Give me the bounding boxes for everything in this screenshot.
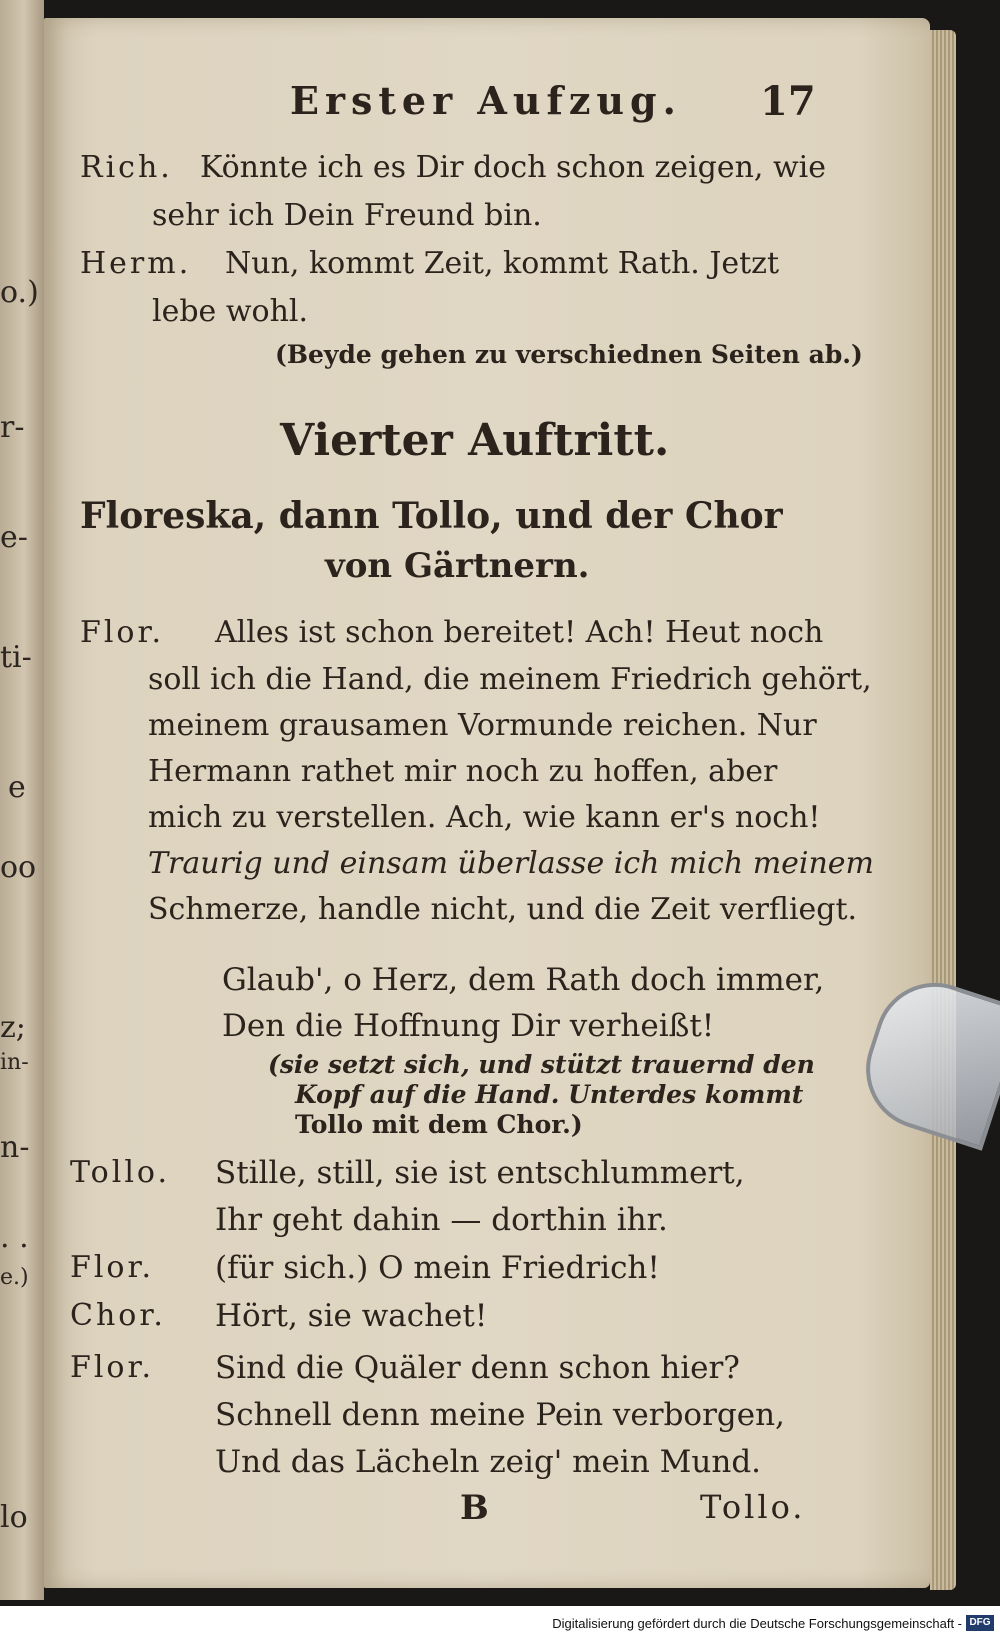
verse-line: (für sich.) O mein Friedrich! xyxy=(215,1250,660,1286)
funding-credit: Digitalisierung gefördert durch die Deutsche Forschungsgemeinschaft - xyxy=(552,1616,962,1631)
verse-line: Und das Lächeln zeig' mein Mund. xyxy=(215,1444,762,1480)
verse-line: Schnell denn meine Pein verborgen, xyxy=(215,1397,785,1433)
speaker-label: Flor. xyxy=(80,615,165,650)
speaker-label: Flor. xyxy=(70,1250,155,1285)
dialogue-line: sehr ich Dein Freund bin. xyxy=(152,198,542,233)
stage-direction: (Beyde gehen zu verschiednen Seiten ab.) xyxy=(275,340,863,369)
footer-bar xyxy=(0,1606,1000,1643)
monologue-line: mich zu verstellen. Ach, wie kann er's noch! xyxy=(148,800,821,835)
left-fragment: z; xyxy=(0,1010,26,1045)
dialogue-line: lebe wohl. xyxy=(152,294,309,329)
left-fragment: n- xyxy=(0,1130,30,1165)
left-fragment: e.) xyxy=(0,1265,29,1290)
left-fragment: ti- xyxy=(0,640,32,675)
cast-list: von Gärtnern. xyxy=(325,546,590,586)
dialogue-line: Könnte ich es Dir doch schon zeigen, wie xyxy=(200,150,827,185)
monologue-line: meinem grausamen Vormunde reichen. Nur xyxy=(148,708,817,743)
left-page-edge xyxy=(0,0,44,1600)
running-header: Erster Aufzug. xyxy=(290,78,682,123)
monologue-line: Schmerze, handle nicht, und die Zeit verfliegt. xyxy=(148,892,858,927)
monologue-line: Alles ist schon bereitet! Ach! Heut noch xyxy=(215,615,824,650)
monologue-line: Hermann rathet mir noch zu hoffen, aber xyxy=(148,754,778,789)
verse-line: Den die Hoffnung Dir verheißt! xyxy=(222,1008,715,1044)
dialogue-line: Nun, kommt Zeit, kommt Rath. Jetzt xyxy=(225,246,780,281)
left-fragment: . . xyxy=(0,1220,29,1255)
monologue-line: Traurig und einsam überlasse ich mich meinem xyxy=(148,846,875,881)
left-fragment: e xyxy=(8,770,26,805)
cast-list: Floreska, dann Tollo, und der Chor xyxy=(80,495,783,537)
stage-direction: (sie setzt sich, und stützt trauernd den xyxy=(268,1050,815,1079)
scene-heading: Vierter Auftritt. xyxy=(280,415,670,466)
left-fragment: in- xyxy=(0,1050,29,1075)
stage-direction: Tollo mit dem Chor.) xyxy=(295,1110,583,1139)
page-stack-edge xyxy=(930,30,956,1590)
dfg-logo: DFG xyxy=(966,1615,994,1631)
verse-line: Glaub', o Herz, dem Rath doch immer, xyxy=(222,962,825,998)
speaker-label: Tollo. xyxy=(70,1155,171,1190)
speaker-label: Flor. xyxy=(70,1350,155,1385)
speaker-label: Chor. xyxy=(70,1298,166,1333)
left-fragment: o.) xyxy=(0,275,39,310)
verse-line: Stille, still, sie ist entschlummert, xyxy=(215,1155,745,1191)
page-number: 17 xyxy=(760,78,816,125)
stage-direction: Kopf auf die Hand. Unterdes kommt xyxy=(295,1080,804,1109)
speaker-label: Rich. xyxy=(80,150,173,185)
left-fragment: lo xyxy=(0,1500,28,1535)
verse-line: Ihr geht dahin — dorthin ihr. xyxy=(215,1202,668,1238)
left-fragment: e- xyxy=(0,520,28,555)
verse-line: Hört, sie wachet! xyxy=(215,1298,488,1334)
verse-line: Sind die Quäler denn schon hier? xyxy=(215,1350,740,1386)
left-fragment: oo xyxy=(0,850,37,885)
signature-mark: B xyxy=(460,1488,489,1528)
catchword: Tollo. xyxy=(700,1488,806,1526)
monologue-line: soll ich die Hand, die meinem Friedrich gehört, xyxy=(148,662,872,697)
speaker-label: Herm. xyxy=(80,246,192,281)
left-fragment: r- xyxy=(0,410,25,445)
